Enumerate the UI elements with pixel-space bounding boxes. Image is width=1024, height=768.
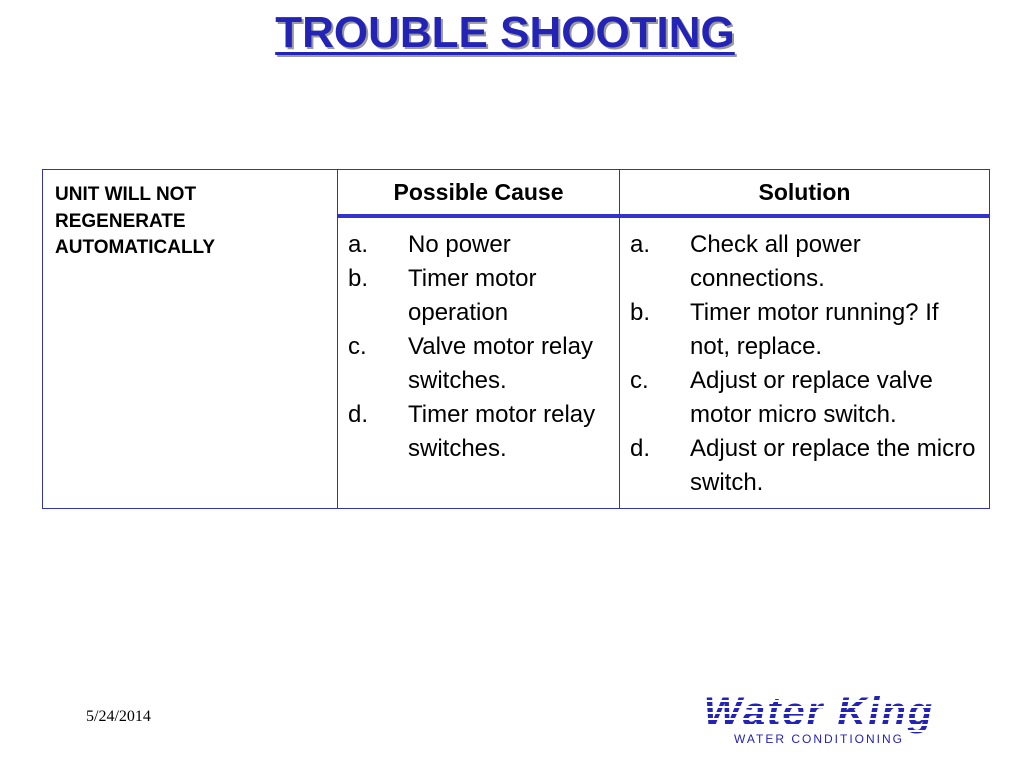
water-king-logo xyxy=(664,690,974,750)
list-item xyxy=(630,228,981,296)
solution-text: Timer motor running? If not, replace. xyxy=(690,299,939,360)
solutions-list xyxy=(620,218,989,500)
cause-text: Timer motor operation xyxy=(408,265,537,326)
list-marker: a. xyxy=(630,231,651,258)
list-marker: d. xyxy=(630,435,651,462)
possible-cause-header: Possible Cause xyxy=(338,170,620,217)
list-item xyxy=(630,296,981,364)
cause-text: Timer motor relay switches. xyxy=(408,401,596,462)
list-item xyxy=(630,432,981,500)
solution-text: Check all power connections. xyxy=(690,231,861,292)
causes-cell xyxy=(338,216,620,509)
list-marker: a. xyxy=(348,231,369,258)
list-item xyxy=(348,228,611,262)
troubleshooting-table xyxy=(42,169,990,509)
list-marker: b. xyxy=(630,299,651,326)
cause-text: No power xyxy=(408,231,511,258)
list-marker: d. xyxy=(348,401,369,428)
causes-list xyxy=(338,218,619,466)
list-marker: c. xyxy=(630,367,649,394)
solution-text: Adjust or replace the micro switch. xyxy=(690,435,976,496)
list-item xyxy=(348,398,611,466)
list-marker: c. xyxy=(348,333,367,360)
logo-wordmark: Water King xyxy=(664,690,974,734)
list-item xyxy=(348,262,611,330)
solutions-cell xyxy=(620,216,990,509)
solution-text: Adjust or replace valve motor micro switch. xyxy=(690,367,933,428)
list-item xyxy=(348,330,611,398)
slide-date: 5/24/2014 xyxy=(86,708,151,725)
list-item xyxy=(630,364,981,432)
list-marker: b. xyxy=(348,265,369,292)
logo-tagline: WATER CONDITIONING xyxy=(734,732,904,746)
solution-header: Solution xyxy=(620,170,990,217)
cause-text: Valve motor relay switches. xyxy=(408,333,593,394)
slide-title: TROUBLE SHOOTING xyxy=(275,8,735,57)
problem-cell: UNIT WILL NOT REGENERATE AUTOMATICALLY xyxy=(43,170,338,509)
